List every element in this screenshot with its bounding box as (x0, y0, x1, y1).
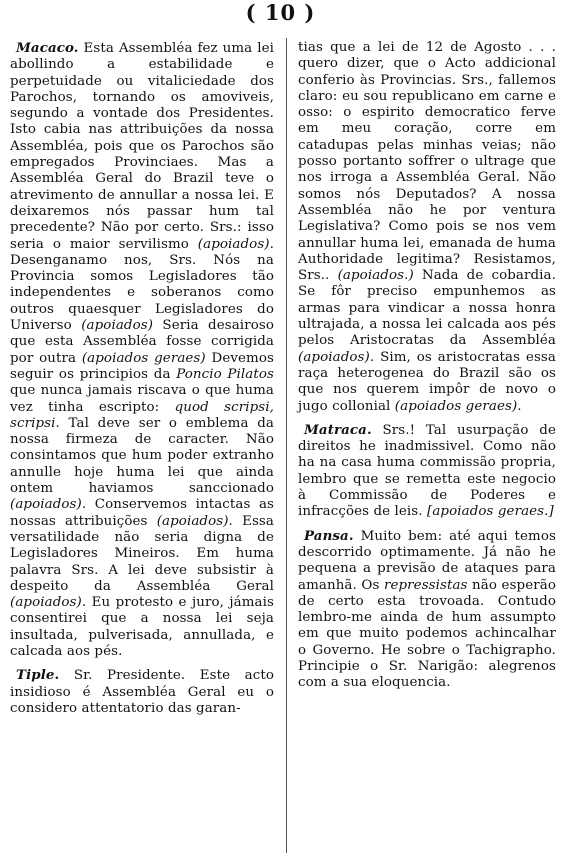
speaker-name: Pansa. (304, 527, 354, 544)
speech-text: Tal deve ser o emblema da nossa firmeza de caracter. Não consintamos que hum poder extranho annulle hoje huma lei que ainda ontem haviamos sanccionado (10, 415, 274, 497)
right-column (298, 40, 556, 699)
speaker-name: Matraca. (304, 421, 372, 438)
speech-text: não esperão de certo esta trovoada. Contudo lembro-me ainda de hum assumpto em que muito podemos achincalhar o Governo. He sobre o Tachigrapho. Principie o Sr. Narigão: alegrenos com a sua eloquencia. (298, 577, 556, 691)
speech-text: Srs.! Tal usurpação de direitos he inadmissivel. Como não ha na casa huma commissão propria, lembro que se remetta este negocio à Commissão de Poderes e infracções de leis. (298, 422, 556, 520)
speaker-name: Macaco. (16, 40, 79, 56)
speech-paragraph (298, 422, 556, 521)
italic-text: quod scripsi, scripsi. (10, 399, 274, 431)
speech-text: Muito bem: até aqui temos descorrido optimamente. Já não he pequena a previsão de ataques para amanhã. Os (298, 528, 556, 593)
italic-text: (apoiados geraes) (81, 350, 206, 366)
italic-text: (apoiados.) (337, 268, 414, 284)
column-divider (286, 38, 287, 853)
speech-text: . Conservemos intactas as nossas attribuições (10, 497, 274, 529)
speech-text: Sr. Presidente. Este acto insidioso é Assembléa Geral eu o considero attentatorio das garan- (10, 668, 274, 716)
left-column (10, 40, 274, 724)
italic-text: (apoiados) (156, 513, 229, 529)
speech-text: Esta Assembléa fez uma lei abollindo a estabilidade e perpetuidade ou vitaliciedade dos Parochos, tornando os amoviveis, segundo a vontade dos Presidentes. Isto cabia nas attribuições da nossa Assembléa, pois que os Parochos são empregados Provinciaes. Mas a Assembléa Geral do Brazil teve o atrevimento de annullar a nossa lei. E deixaremos nós passar hum tal precedente? Não por certo. Srs.: isso seria o maior servilismo (10, 41, 274, 252)
speech-text: . Desenganamo nos, Srs. Nós na Provincia somos Legisladores tão independentes e soberanos como outros quaesquer Legisladores do Universo (10, 236, 274, 334)
speech-text: . (517, 398, 522, 414)
italic-text: (apoiados geraes) (394, 398, 518, 414)
italic-text: (apoiados) (81, 318, 154, 334)
italic-text: Poncio Pilatos (176, 366, 274, 382)
speaker-name: Tiple. (16, 667, 60, 684)
speech-text: tias que a lei de 12 de Agosto . . . quero dizer, que o Acto addicional conferio às Provincias. Srs., fallemos claro: eu sou republicano em carne e osso: o espirito democratico ferve em meu coração, corre em catadupas pelas minhas veias; não posso portanto soffrer o ultrage que nos irroga a Assembléa Geral. Não somos nós Deputados? A nossa Assembléa não he por ventura Legislativa? Como pois se nos vem annullar huma lei, emanada de huma Authoridade legitima? Resistamos, Srs.. (298, 40, 556, 284)
italic-text: (apoiados) (10, 595, 82, 611)
italic-text: (apoiados) (197, 236, 270, 252)
italic-text: (apoiados) (298, 349, 370, 365)
speech-paragraph (298, 40, 556, 415)
speech-text: . Essa versatilidade não seria digna de Legisladores Mineiros. Em huma palavra Srs. A lei deve subsistir à despeito da Assembléa Geral (10, 513, 274, 594)
page-number: ( 10 ) (245, 0, 316, 25)
italic-text: (apoiados) (10, 497, 82, 513)
italic-text: repressistas (383, 577, 468, 593)
speech-paragraph (10, 667, 274, 717)
speech-text: . Eu protesto e juro, jámais consentirei que a nossa lei seja insultada, pulverisada, annullada, e calcada aos pés. (10, 595, 274, 659)
speech-text: que nunca jamais riscava o que huma vez tinha escripto: (10, 383, 274, 415)
speech-text: Seria desairoso que esta Assembléa fosse corrigida por outra (10, 318, 274, 366)
speech-text: . Sim, os aristocratas essa raça heterogenea do Brazil são os que nos querem impôr de novo o jugo collonial (298, 349, 556, 414)
speech-text: Nada de cobardia. Se fôr preciso empunhemos as armas para vindicar a nossa honra ultrajada, a nossa lei calcada aos pés pelos Aristocratas da Assembléa (298, 268, 556, 349)
speech-text: Devemos seguir os principios da (10, 350, 274, 382)
speech-paragraph (298, 528, 556, 692)
italic-text: [apoiados geraes.] (427, 504, 554, 520)
speech-paragraph (10, 40, 274, 660)
